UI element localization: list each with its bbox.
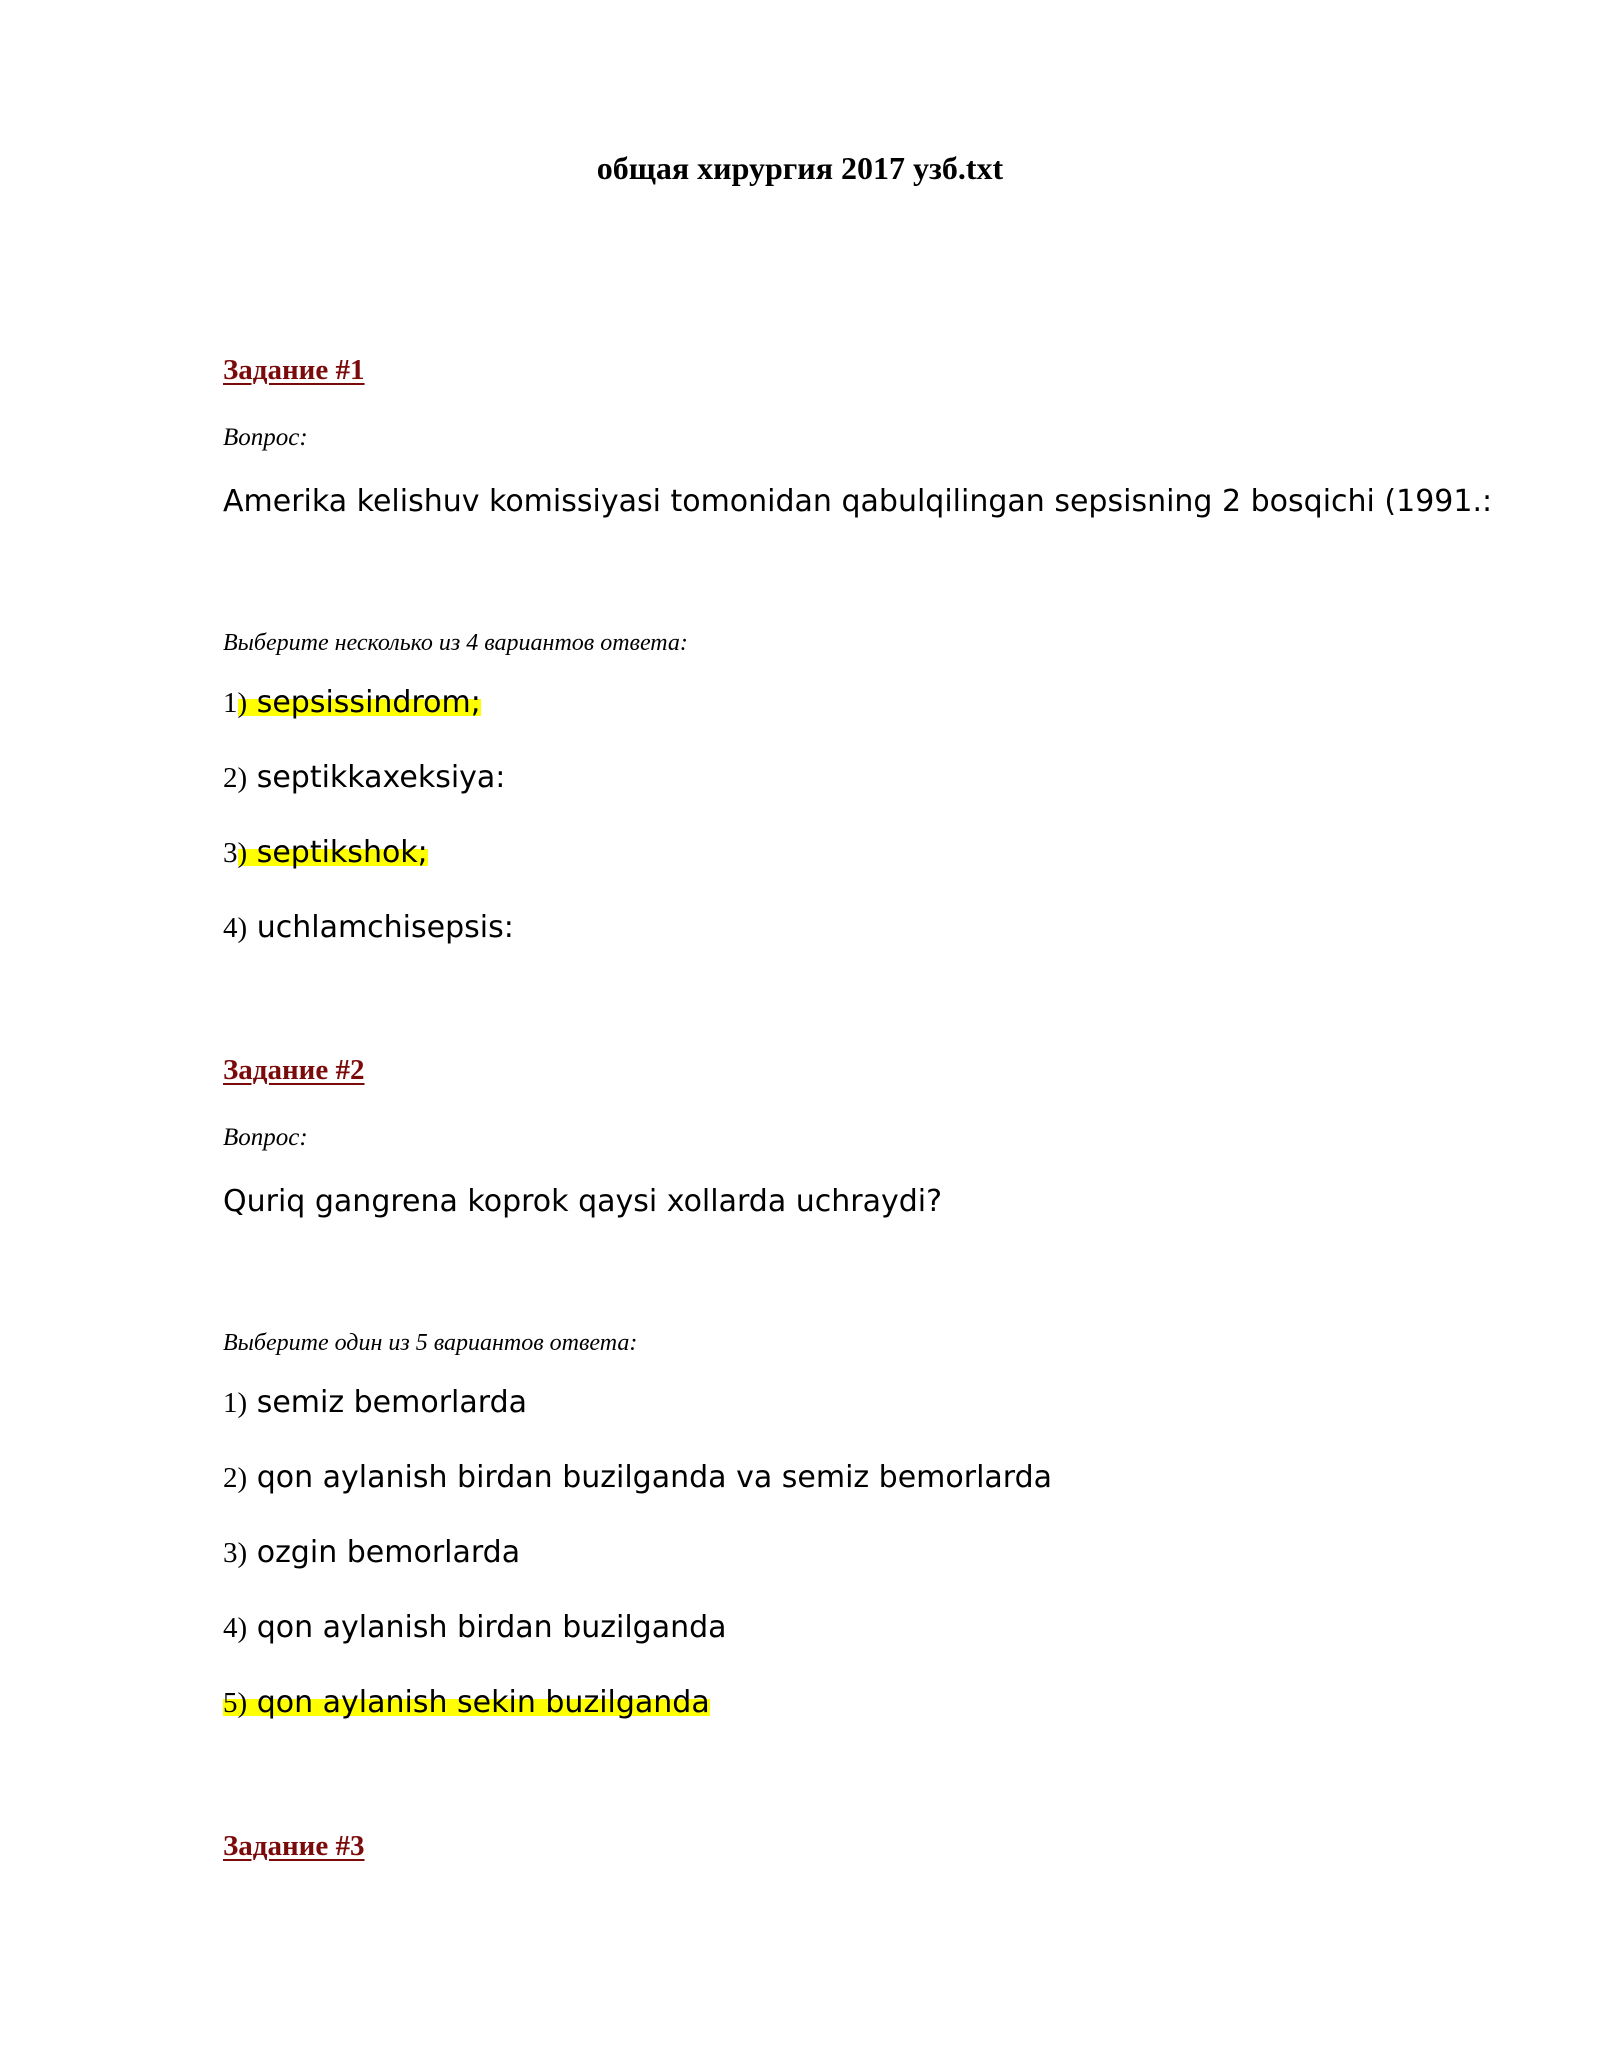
option-paren: ) — [237, 1387, 248, 1419]
answer-option-1[interactable] — [223, 1382, 527, 1424]
answer-option-3[interactable] — [223, 1532, 520, 1574]
answer-option-5[interactable] — [223, 1682, 710, 1724]
task-heading: Задание #2 — [223, 1054, 365, 1086]
question-label: Вопрос: — [223, 424, 308, 451]
option-number: 1 — [223, 687, 238, 719]
task-heading: Задание #1 — [223, 354, 365, 386]
option-text: qon aylanish sekin buzilganda — [247, 1685, 710, 1720]
question-text: Amerika kelishuv komissiyasi tomonidan qabulqilingan sepsisning 2 bosqichi (1991.: — [223, 484, 1493, 519]
option-paren: ) — [237, 1612, 248, 1644]
option-number: 4 — [223, 1612, 238, 1644]
option-paren: ) — [237, 1462, 248, 1494]
option-paren: ) — [237, 1537, 248, 1569]
option-paren: ) — [237, 687, 248, 719]
option-text: septikshok; — [247, 835, 428, 870]
option-text: ozgin bemorlarda — [247, 1535, 521, 1570]
option-number: 5 — [223, 1687, 238, 1719]
answer-instruction: Выберите один из 5 вариантов ответа: — [223, 1330, 638, 1356]
question-label: Вопрос: — [223, 1124, 308, 1151]
option-paren: ) — [237, 837, 248, 869]
answer-option-2[interactable] — [223, 1457, 1052, 1499]
option-text: qon aylanish birdan buzilganda va semiz bemorlarda — [247, 1460, 1053, 1495]
answer-option-2[interactable] — [223, 757, 505, 799]
option-text: sepsissindrom; — [247, 685, 481, 720]
answer-option-3[interactable] — [223, 832, 428, 874]
option-text: qon aylanish birdan buzilganda — [247, 1610, 727, 1645]
option-paren: ) — [237, 912, 248, 944]
option-number: 4 — [223, 912, 238, 944]
option-paren: ) — [237, 1687, 248, 1719]
option-number: 1 — [223, 1387, 238, 1419]
answer-option-4[interactable] — [223, 907, 514, 949]
option-number: 3 — [223, 1537, 238, 1569]
option-number: 2 — [223, 762, 238, 794]
option-number: 3 — [223, 837, 238, 869]
option-text: uchlamchisepsis: — [247, 910, 514, 945]
task-heading: Задание #3 — [223, 1830, 365, 1862]
answer-option-1[interactable] — [223, 682, 481, 724]
answer-instruction: Выберите несколько из 4 вариантов ответа: — [223, 630, 688, 656]
option-text: septikkaxeksiya: — [247, 760, 506, 795]
question-text: Quriq gangrena koprok qaysi xollarda uchraydi? — [223, 1184, 943, 1219]
option-number: 2 — [223, 1462, 238, 1494]
option-text: semiz bemorlarda — [247, 1385, 528, 1420]
answer-option-4[interactable] — [223, 1607, 727, 1649]
document-title: общая хирургия 2017 узб.txt — [596, 150, 1004, 186]
option-paren: ) — [237, 762, 248, 794]
